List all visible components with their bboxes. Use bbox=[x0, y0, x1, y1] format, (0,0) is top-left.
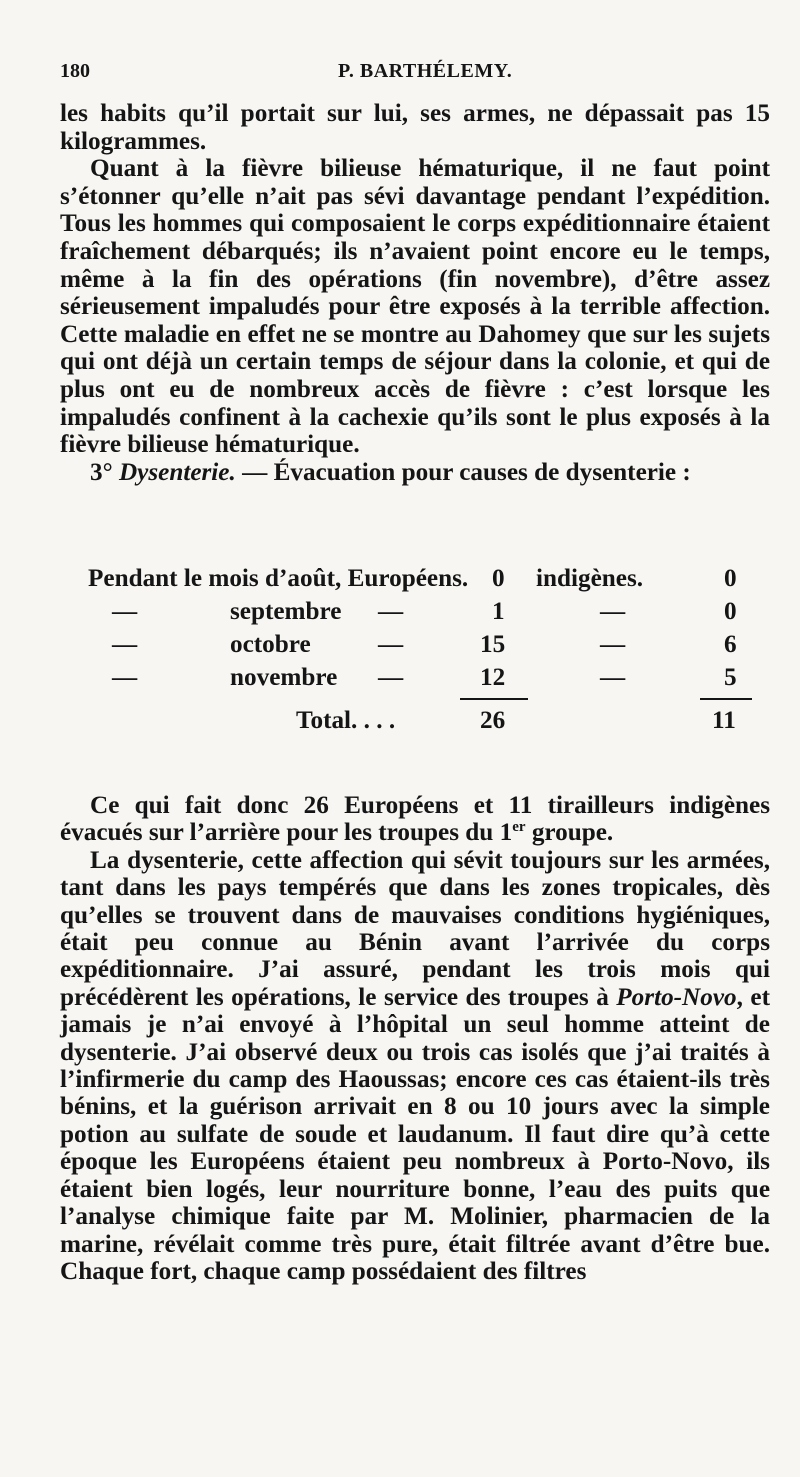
ditto-dash: — bbox=[378, 598, 404, 625]
paragraph-2: Quant à la fièvre bilieuse hématurique, il ne faut point s’étonner qu’elle n’ait pas sévi davantage pendant l’expédition. Tous les hommes qui composaient le corps expéditionnaire étaient fraîchement débarqués; ils n’avaient point encore eu le temps, même à la fin des opérations (fin novembre), d’être assez sérieusement impaludés pour être exposés à la terrible affection. Cette maladie en effet ne se montre au Dahomey que sur les sujets qui ont déjà un certain temps de séjour dans la colonie, et qui de plus ont eu de nombreux accès de fièvre : c’est lorsque les impaludés confinent à la cachexie qu’ils sont le plus exposés à la fièvre bilieuse hématurique. bbox=[60, 155, 770, 459]
ordinal-superscript: er bbox=[512, 819, 526, 836]
ditto-dash: — bbox=[112, 664, 138, 691]
paragraph-3 bbox=[60, 459, 770, 487]
natives-value: 0 bbox=[724, 598, 737, 625]
paragraph-4: Ce qui fait donc 26 Européens et 11 tirailleurs indigènes évacués sur l’arrière pour les troupes du 1er groupe. bbox=[60, 792, 770, 847]
europeans-value: 15 bbox=[480, 631, 506, 658]
europeans-value: 12 bbox=[480, 664, 506, 691]
ditto-dash: — bbox=[600, 598, 626, 625]
table-row-label: octobre bbox=[230, 631, 311, 658]
body-text bbox=[60, 100, 770, 486]
sum-rule bbox=[460, 698, 528, 700]
natives-label: indigènes. bbox=[536, 565, 644, 592]
place-name: Porto-Novo bbox=[616, 983, 737, 1011]
paragraph-5: La dysenterie, cette affection qui sévit toujours sur les armées, tant dans les pays tempérés que dans les zones tropicales, dès qu’elles se trouvent dans de mauvaises conditions hygiéniques, était peu connue au Bénin avant l’arrivée du corps expéditionnaire. J’ai assuré, pendant les trois mois qui précédèrent les opérations, le service des troupes à Porto-Novo, et jamais je n’ai envoyé à l’hôpital un seul homme atteint de dysenterie. J’ai observé deux ou trois cas isolés que j’ai traités à l’infirmerie du camp des Haoussas; encore ces cas étaient-ils très bénins, et la guérison arrivait en 8 ou 10 jours avec la simple potion au sulfate de soude et laudanum. Il faut dire qu’à cette époque les Européens étaient peu nombreux à Porto-Novo, ils étaient bien logés, leur nourriture bonne, l’eau des puits que l’analyse chimique faite par M. Molinier, pharmacien de la marine, révélait comme très pure, était filtrée avant d’être bue. Chaque fort, chaque camp possédaient des filtres bbox=[60, 846, 770, 1285]
section-title: Dysenterie. bbox=[118, 458, 236, 486]
page-number: 180 bbox=[60, 60, 90, 82]
page-header bbox=[60, 60, 770, 90]
europeans-value: 1 bbox=[492, 598, 505, 625]
natives-value: 5 bbox=[724, 664, 737, 691]
table-row-label: novembre bbox=[230, 664, 338, 691]
section-number: 3° bbox=[90, 458, 113, 486]
total-label: Total. . . . bbox=[296, 707, 396, 734]
body-text-continued bbox=[60, 792, 770, 1285]
section-intro: — Évacuation pour causes de dysenterie : bbox=[235, 458, 691, 486]
paragraph-1: les habits qu’il portait sur lui, ses armes, ne dépassait pas 15 kilogrammes. bbox=[60, 100, 770, 155]
ditto-dash: — bbox=[600, 664, 626, 691]
total-europeans: 26 bbox=[480, 707, 506, 734]
ditto-dash: — bbox=[112, 598, 138, 625]
running-head: P. BARTHÉLEMY. bbox=[338, 60, 513, 82]
natives-value: 0 bbox=[724, 565, 737, 592]
ditto-dash: — bbox=[378, 664, 404, 691]
sum-rule bbox=[700, 698, 752, 700]
table-row-label: septembre bbox=[230, 598, 342, 625]
total-natives: 11 bbox=[712, 707, 736, 734]
natives-value: 6 bbox=[724, 631, 737, 658]
ditto-dash: — bbox=[378, 631, 404, 658]
ditto-dash: — bbox=[600, 631, 626, 658]
ditto-dash: — bbox=[112, 631, 138, 658]
europeans-value: 0 bbox=[492, 565, 505, 592]
table-row-label: Pendant le mois d’août, Européens. bbox=[88, 565, 469, 592]
evacuation-table bbox=[60, 565, 770, 750]
